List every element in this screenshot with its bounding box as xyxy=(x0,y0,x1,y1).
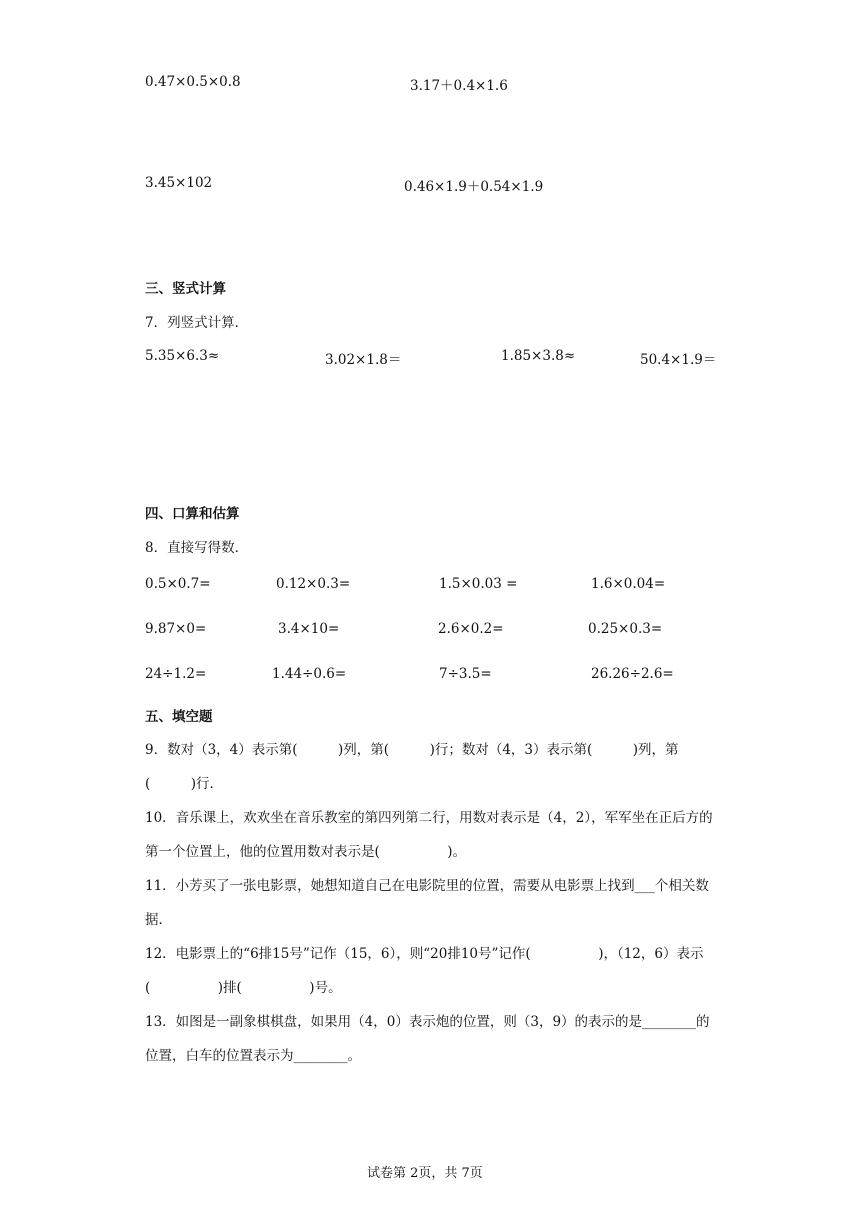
mental-calc-item: 3.4×10= xyxy=(278,621,340,637)
mental-calc-item: 2.6×0.2= xyxy=(438,621,504,637)
mental-calc-item: 0.25×0.3= xyxy=(588,621,663,637)
mental-calc-item: 26.26÷2.6= xyxy=(591,666,674,682)
calc-expression: 3.45×102 xyxy=(145,175,213,191)
vertical-calc-item: 5.35×6.3≈ xyxy=(145,348,220,364)
calc-expression: 3.17＋0.4×1.6 xyxy=(410,78,508,94)
calc-expression: 0.47×0.5×0.8 xyxy=(145,74,241,90)
mental-calc-item: 7÷3.5= xyxy=(439,666,492,682)
question-11: 11．小芳买了一张电影票，她想知道自己在电影院里的位置，需要从电影票上找到___个相关数据． xyxy=(145,878,709,928)
question-8: 8．直接写得数． xyxy=(145,540,249,556)
question-12: 12．电影票上的“6排15号”记作（15，6），则“20排10号”记作( )，（12，6）表示( )排( )号。 xyxy=(145,946,704,996)
question-9: 9．数对（3，4）表示第( )列，第( )行；数对（4，3）表示第( )列，第( )行． xyxy=(145,742,679,792)
mental-calc-item: 1.5×0.03 = xyxy=(439,576,518,592)
mental-calc-item: 24÷1.2= xyxy=(145,666,207,682)
page-footer: 试卷第 2页，共 7页 xyxy=(367,1166,483,1181)
vertical-calc-item: 1.85×3.8≈ xyxy=(501,348,576,364)
mental-calc-item: 1.6×0.04= xyxy=(591,576,666,592)
section-title: 五、填空题 xyxy=(145,709,213,725)
question-10: 10．音乐课上，欢欢坐在音乐教室的第四列第二行，用数对表示是（4，2），军军坐在正后方的第一个位置上，他的位置用数对表示是( )。 xyxy=(145,810,713,860)
calc-expression: 0.46×1.9＋0.54×1.9 xyxy=(404,179,544,195)
vertical-calc-item: 3.02×1.8＝ xyxy=(325,352,402,368)
mental-calc-item: 1.44÷0.6= xyxy=(272,666,347,682)
section-title: 三、竖式计算 xyxy=(145,281,226,297)
mental-calc-item: 0.12×0.3= xyxy=(276,576,351,592)
mental-calc-item: 0.5×0.7= xyxy=(145,576,211,592)
vertical-calc-item: 50.4×1.9＝ xyxy=(640,352,717,368)
question-7: 7．列竖式计算． xyxy=(145,315,249,331)
mental-calc-item: 9.87×0= xyxy=(145,621,207,637)
section-title: 四、口算和估算 xyxy=(145,506,240,522)
question-13: 13．如图是一副象棋棋盘，如果用（4，0）表示炮的位置，则（3，9）的表示的是________的位置，白车的位置表示为________。 xyxy=(145,1014,710,1064)
